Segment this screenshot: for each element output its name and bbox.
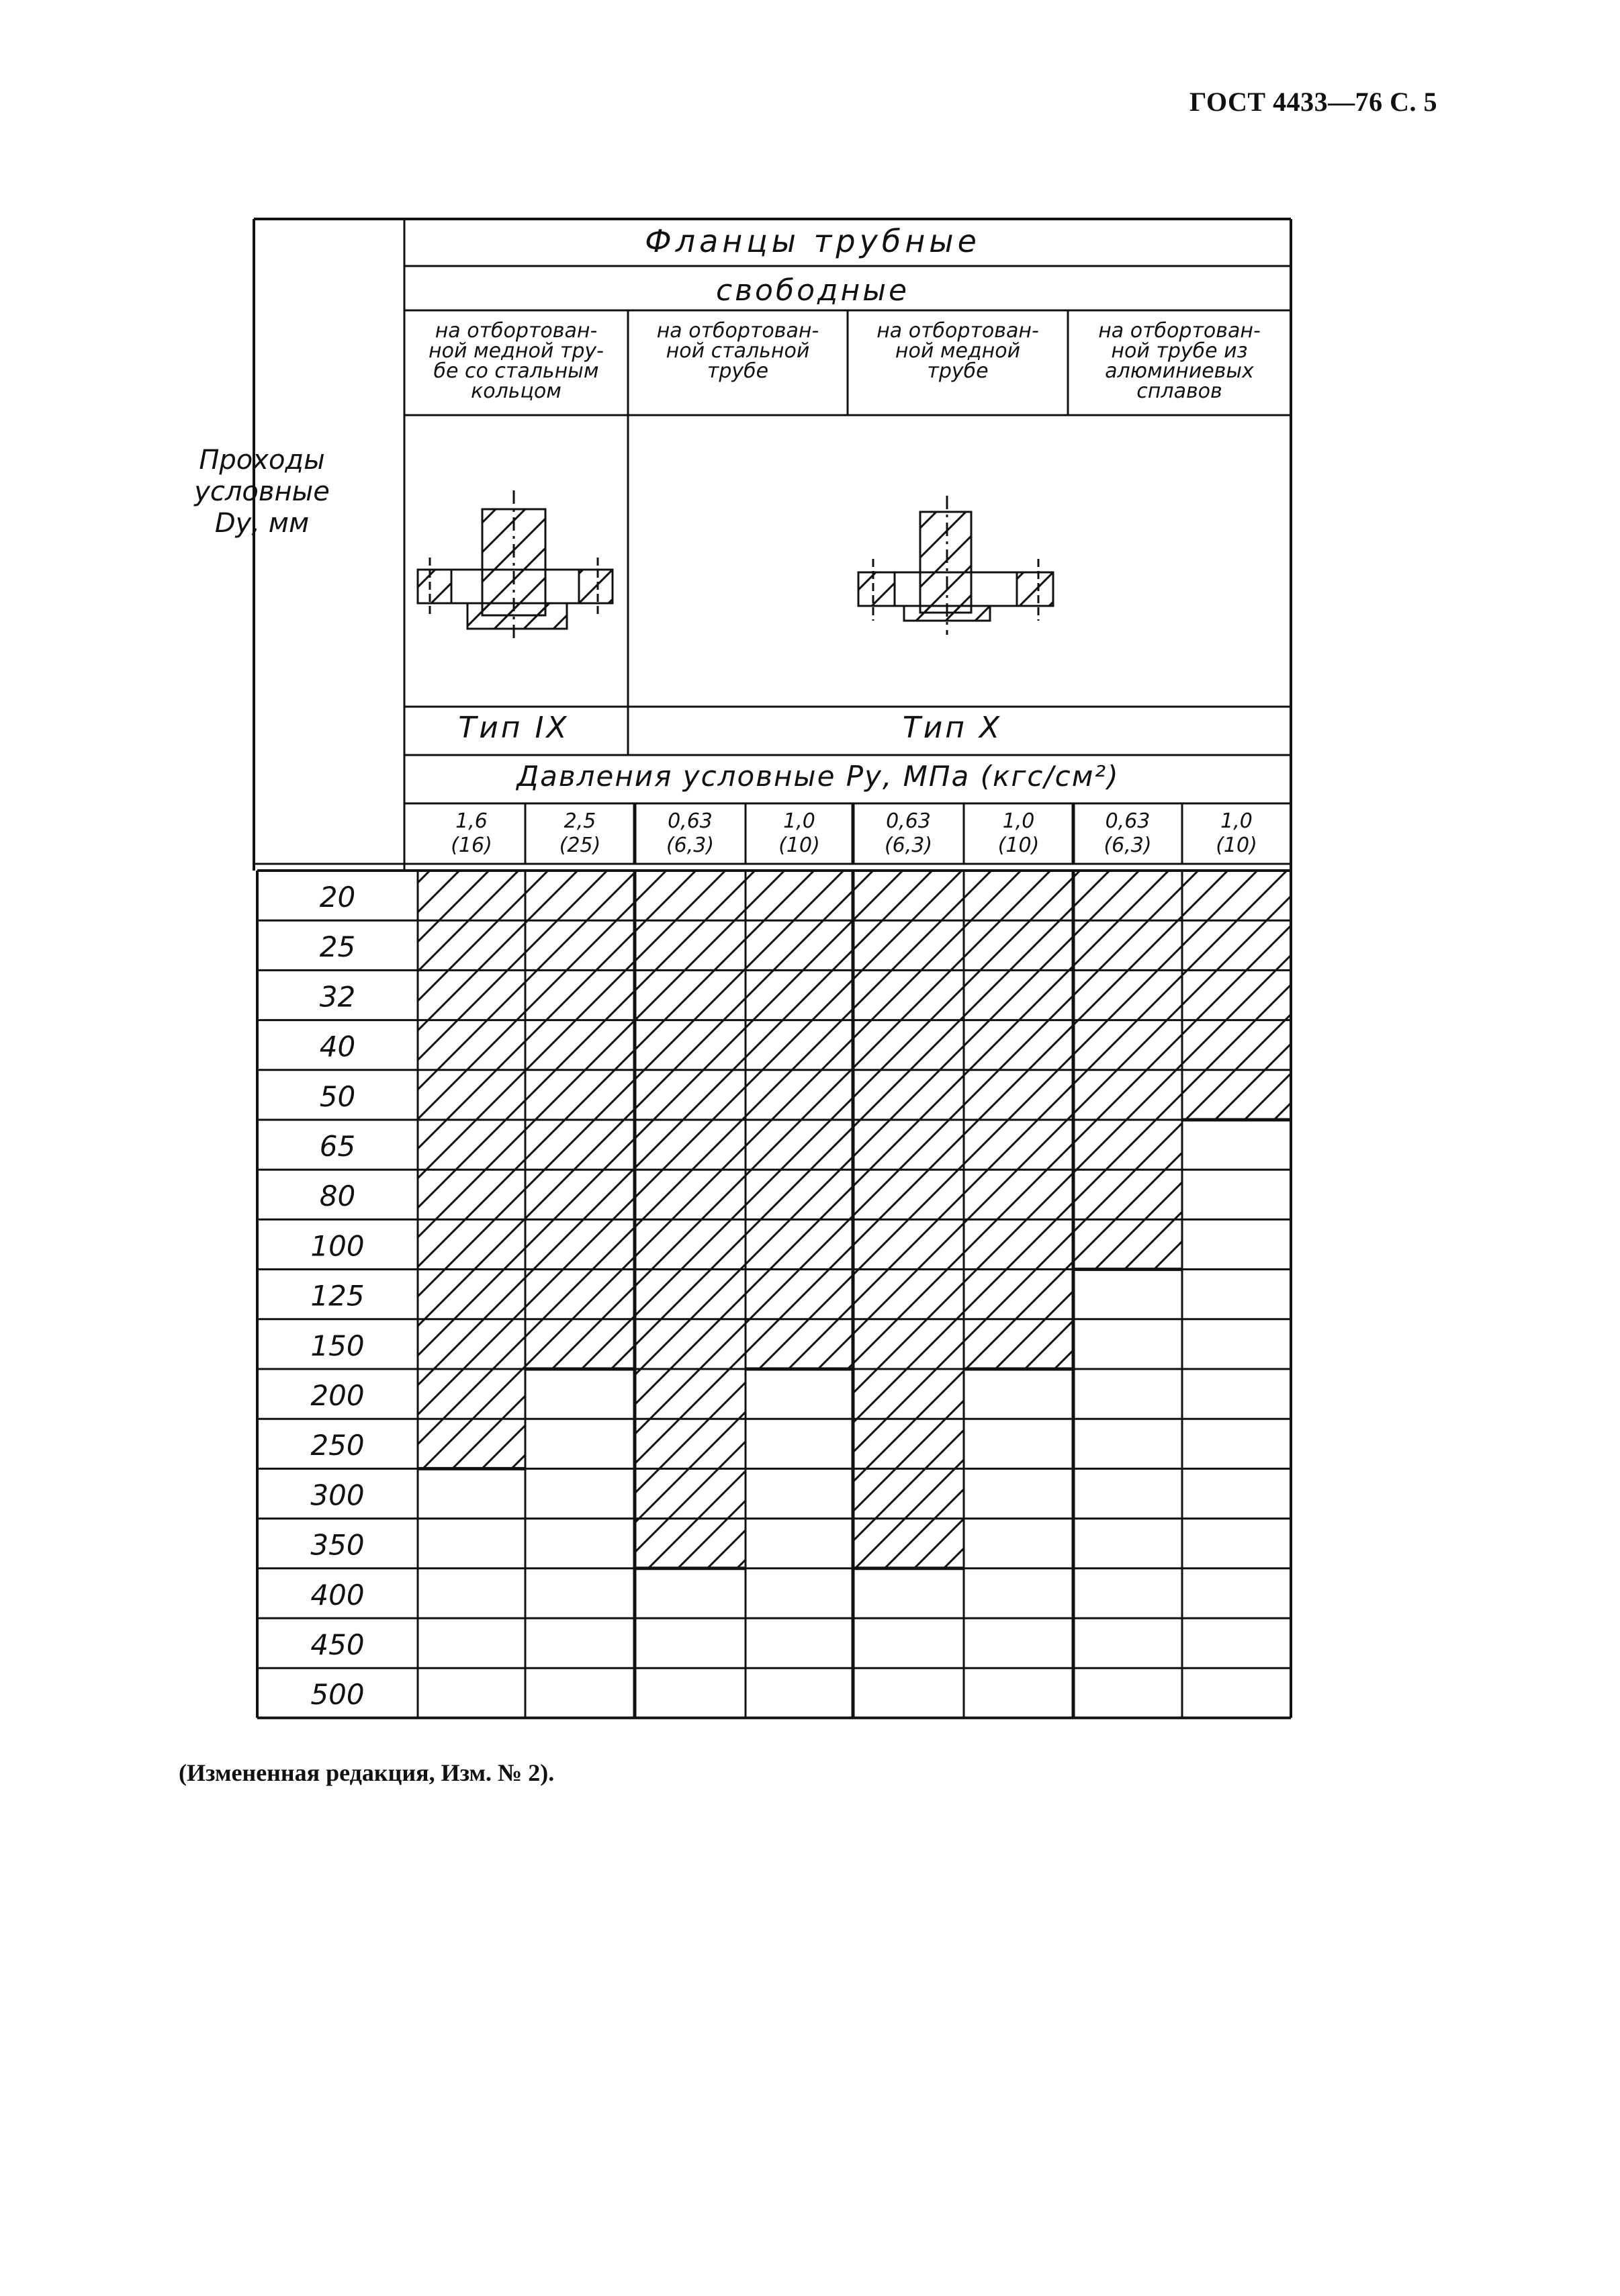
row-header-line-3: Dу, мм (214, 508, 310, 539)
diameter-label: 400 (310, 1578, 365, 1611)
group-2-description: на отбортован- (656, 319, 819, 343)
group-1-description: ной медной тру- (429, 339, 604, 363)
pressure-value-kgf: (6,3) (666, 834, 715, 857)
group-3-description: ной медной (895, 339, 1021, 363)
pressure-value: 1,0 (1002, 809, 1035, 833)
pressure-value: 0,63 (886, 809, 931, 833)
pressure-value-kgf: (16) (451, 834, 492, 857)
diameter-label: 32 (319, 980, 356, 1014)
group-4-description: алюминиевых (1105, 359, 1254, 383)
group-4-description: на отбортован- (1098, 319, 1261, 343)
group-1-description: кольцом (471, 380, 561, 403)
group-3-description: трубе (927, 359, 989, 383)
diameter-label: 80 (319, 1180, 356, 1213)
group-4-description: сплавов (1136, 380, 1222, 403)
pressure-value-kgf: (6,3) (1104, 834, 1152, 857)
diameter-label: 20 (319, 881, 356, 914)
diameter-label: 40 (319, 1030, 356, 1063)
page-header: ГОСТ 4433—76 С. 5 (1189, 87, 1437, 117)
group-3-description: на отбортован- (876, 319, 1039, 343)
pressure-value: 1,6 (455, 809, 488, 833)
group-1-description: на отбортован- (435, 319, 598, 343)
diameter-label: 25 (319, 930, 356, 964)
row-header-line-2: условные (194, 476, 330, 507)
diameter-label: 350 (310, 1528, 365, 1562)
table-title: Фланцы трубные (645, 223, 981, 259)
group-4-description: ной трубе из (1111, 339, 1248, 363)
diameter-label: 50 (319, 1079, 356, 1113)
pressure-value-kgf: (6,3) (884, 834, 933, 857)
diameter-label: 450 (310, 1628, 365, 1661)
table-subtitle: свободные (715, 273, 910, 308)
pressure-value-kgf: (10) (778, 834, 820, 857)
diameter-label: 200 (310, 1379, 365, 1412)
pressure-value-kgf: (25) (559, 834, 601, 857)
pressure-header: Давления условные Pу, МПа (кгс/см²) (516, 760, 1120, 793)
pressure-value: 1,0 (783, 809, 815, 833)
diameter-label: 150 (310, 1329, 365, 1362)
pressure-value-kgf: (10) (997, 834, 1040, 857)
flange-type-x-drawing (858, 496, 1053, 635)
hatched-range (1182, 871, 1291, 1120)
pressure-value: 0,63 (1105, 809, 1151, 833)
group-1-description: бе со стальным (433, 359, 599, 383)
pressure-value: 0,63 (668, 809, 713, 833)
diameter-label: 250 (310, 1429, 365, 1462)
footnote: (Измененная редакция, Изм. № 2). (179, 1759, 555, 1786)
type-x-label: Тип X (902, 711, 1003, 745)
row-header-line-1: Проходы (199, 445, 325, 476)
diameter-label: 100 (310, 1229, 365, 1263)
diameter-label: 300 (310, 1478, 365, 1512)
pressure-value: 2,5 (564, 809, 596, 833)
flange-type-ix-drawing (418, 490, 613, 638)
pressure-value: 1,0 (1220, 809, 1253, 833)
group-2-description: ной стальной (666, 339, 810, 363)
group-2-description: трубе (707, 359, 769, 383)
diameter-label: 500 (310, 1678, 365, 1712)
type-ix-label: Тип IX (458, 711, 570, 745)
diameter-label: 125 (310, 1279, 365, 1313)
diameter-label: 65 (319, 1130, 356, 1163)
pressure-value-kgf: (10) (1216, 834, 1257, 857)
